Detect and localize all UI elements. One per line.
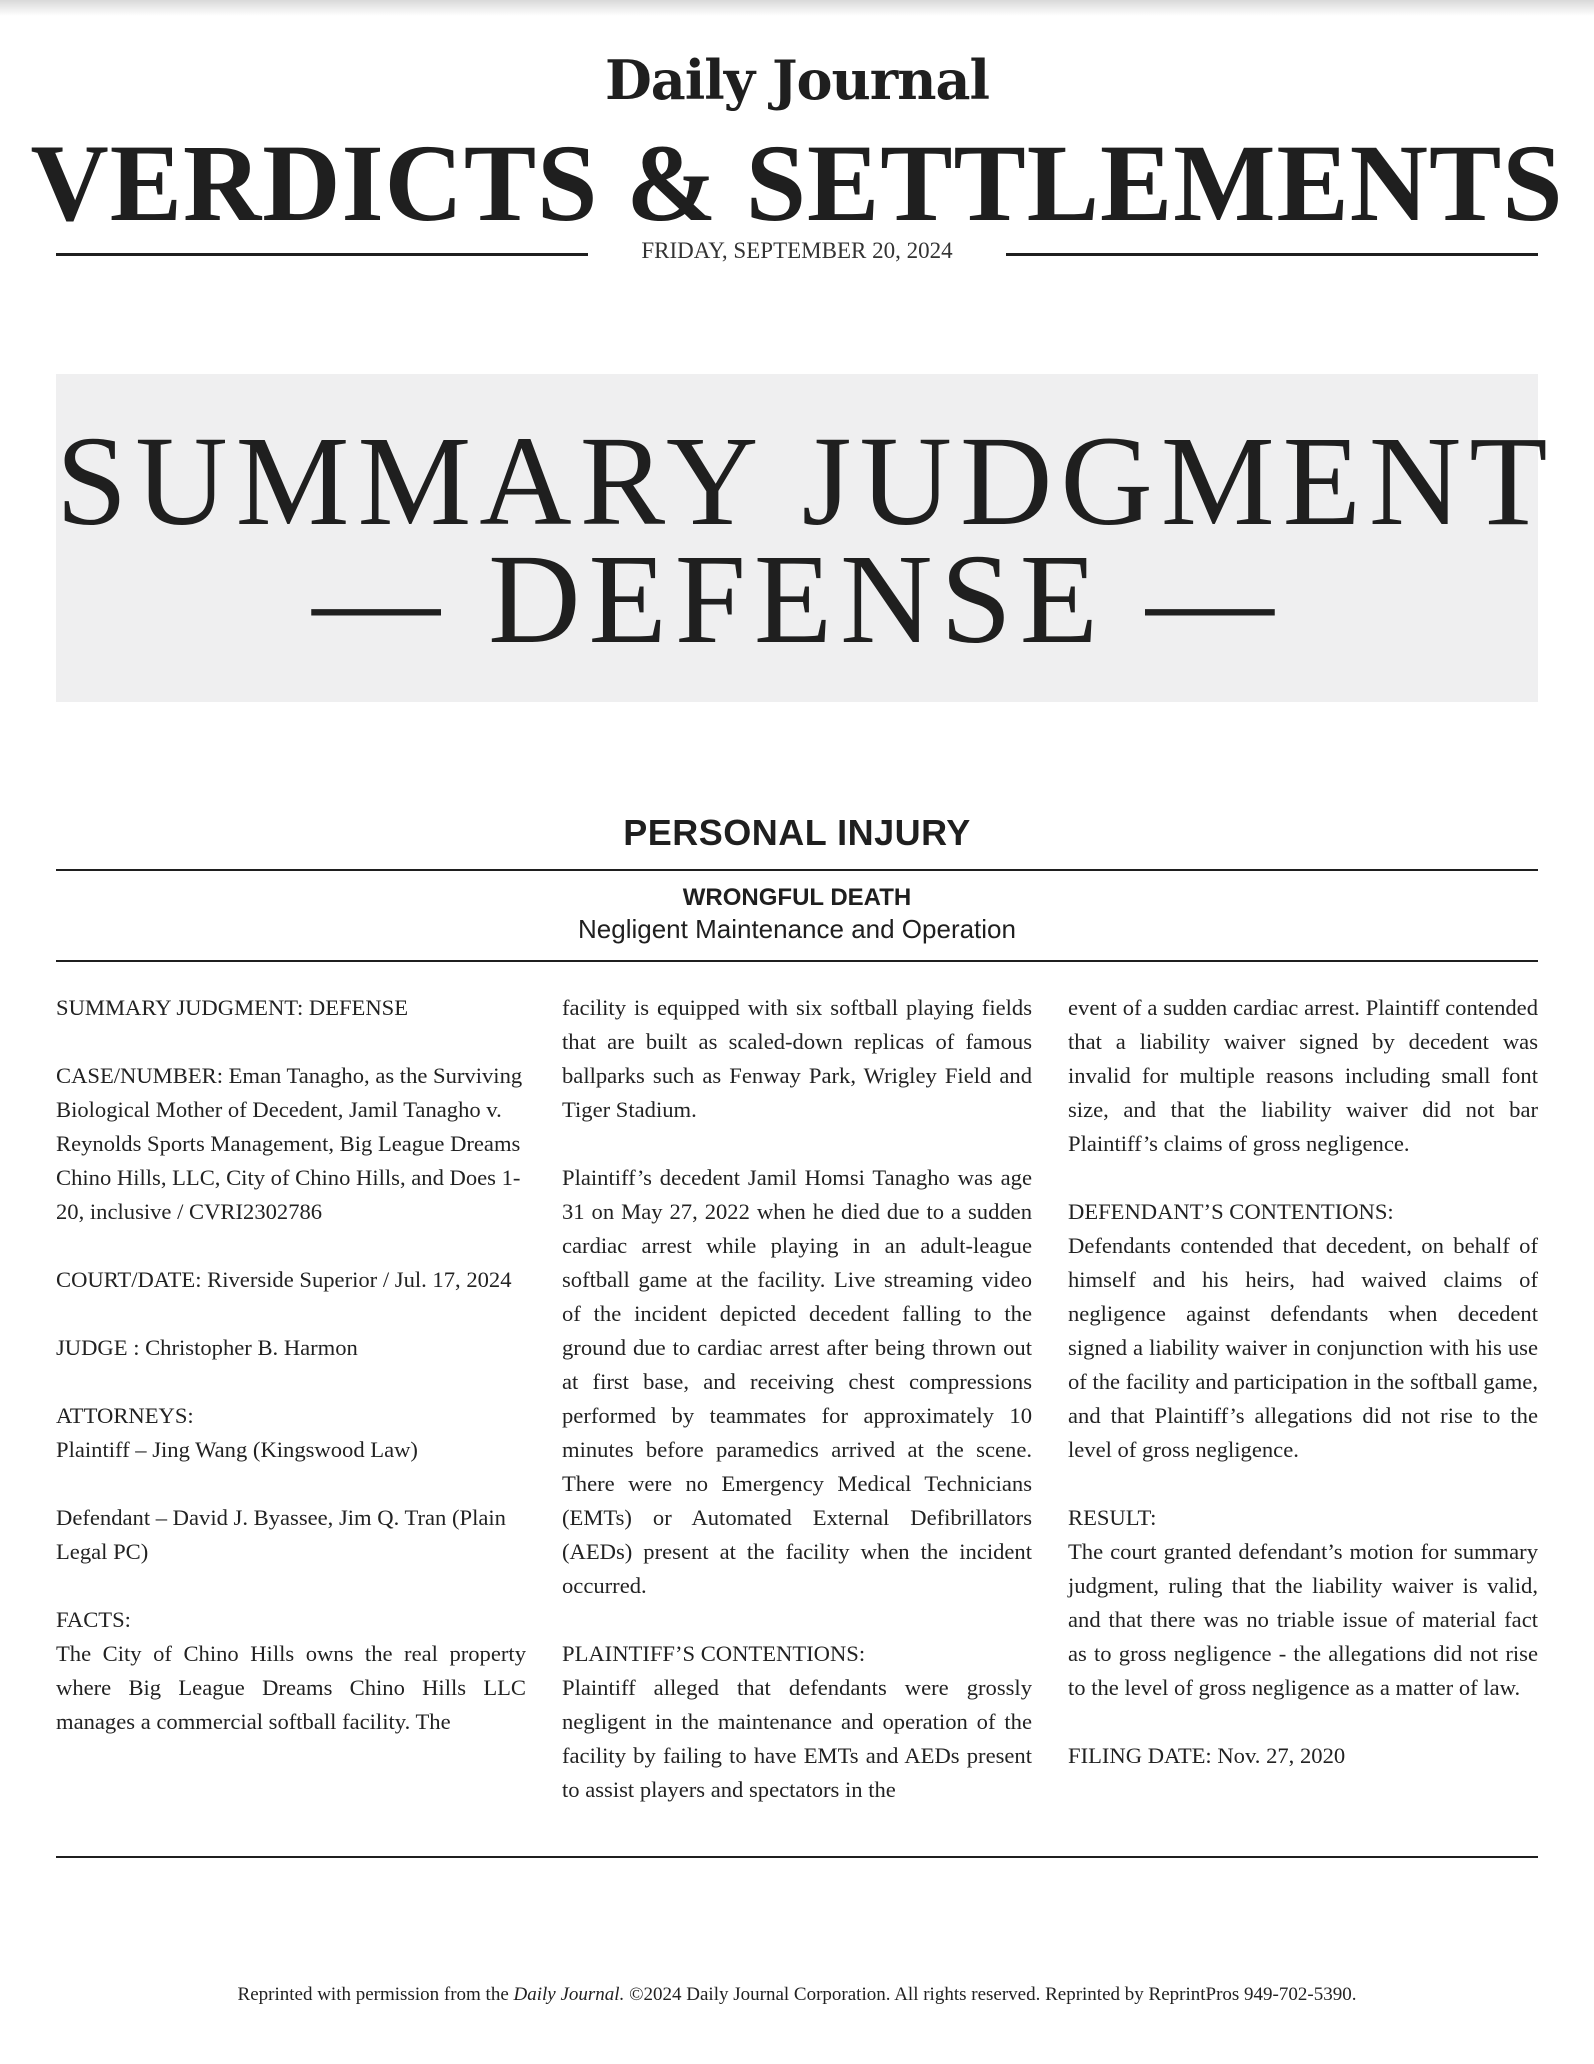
facts-block — [56, 1603, 526, 1739]
result-text: The court granted defendant’s motion for summary judgment, ruling that the liability waiver is valid, and that there was no triable issue of material fact as to gross negligence - the allegations did not rise to the level of gross negligence as a matter of law. — [1068, 1539, 1538, 1700]
reprint-suffix: ©2024 Daily Journal Corporation. All rights reserved. Reprinted by ReprintPros 949-702-5390. — [624, 1984, 1357, 2005]
case-category: WRONGFUL DEATH — [682, 884, 912, 911]
facts-label: FACTS: — [56, 1607, 131, 1632]
facts-text-continued: facility is equipped with six softball playing fields that are built as scaled-down replicas of famous ballparks such as Fenway Park, Wrigley Field and Tiger Stadium. — [562, 995, 1032, 1122]
plaintiff-contentions-text: Plaintiff alleged that defendants were grossly negligent in the maintenance and operation of the facility by failing to have EMTs and AEDs present to assist players and spectators in the — [562, 1675, 1032, 1802]
hero-banner — [56, 374, 1556, 702]
dateline-rule-left — [56, 253, 588, 256]
facts-paragraph-2: Plaintiff’s decedent Jamil Homsi Tanagho was age 31 on May 27, 2022 when he died due to a sudden cardiac arrest while playing in an adult-league softball game at the facility. Live streaming video of the incident depicted decedent falling to the ground due to cardiac arrest after being thrown out at first base, and receiving chest compressions performed by teammates for approximately 10 minutes before paramedics arrived at the scene. There were no Emergency Medical Technicians (EMTs) or Automated External Defibrillators (AEDs) present at the facility when the incident occurred. — [562, 1165, 1032, 1598]
page-top-shadow — [0, 0, 1594, 16]
daily-journal-logo: Daily Journal — [604, 48, 990, 112]
case-number: CASE/NUMBER: Eman Tanagho, as the Surviving Biological Mother of Decedent, Jamil Tanagho v. Reynolds Sports Management, Big League Dreams Chino Hills, LLC, City of Chino Hills, and Does 1-20, inclusive / CVRI2302786 — [56, 1063, 523, 1224]
section-rule-top — [56, 869, 1538, 871]
publication-date: FRIDAY, SEPTEMBER 20, 2024 — [641, 238, 953, 263]
masthead-title: VERDICTS & SETTLEMENTS — [30, 122, 1564, 244]
plaintiff-contentions-continued: event of a sudden cardiac arrest. Plaintiff contended that a liability waiver signed by decedent was invalid for multiple reasons including small font size, and that the liability waiver did not bar Plaintiff’s claims of gross negligence. — [1068, 995, 1538, 1156]
defendant-attorney: Defendant – David J. Byassee, Jim Q. Tran (Plain Legal PC) — [56, 1505, 506, 1564]
reprint-notice — [0, 1984, 1594, 2006]
section-title: PERSONAL INJURY — [623, 812, 971, 853]
result-block — [1068, 1501, 1538, 1705]
plaintiff-contentions-label: PLAINTIFF’S CONTENTIONS: — [562, 1641, 866, 1666]
article-column-3 — [1068, 991, 1538, 1773]
plaintiff-contentions-block — [562, 1637, 1032, 1807]
hero-title-line1: SUMMARY JUDGMENT — [56, 410, 1556, 552]
attorneys-block — [56, 1399, 526, 1467]
court-date: COURT/DATE: Riverside Superior / Jul. 17, 2024 — [56, 1267, 512, 1292]
article-column-1 — [56, 991, 526, 1739]
defendant-contentions-text: Defendants contended that decedent, on behalf of himself and his heirs, had waived claims of negligence against defendants when decedent signed a liability waiver in conjunction with his use of the facility and participation in the softball game, and that Plaintiff’s allegations did not rise to the level of gross negligence. — [1068, 1233, 1538, 1462]
section-rule-bottom — [56, 960, 1538, 962]
dateline — [56, 236, 1538, 270]
reprint-publication: Daily Journal. — [513, 1984, 625, 2005]
defendant-contentions-block — [1068, 1195, 1538, 1467]
reprint-prefix: Reprinted with permission from the — [237, 1984, 514, 2005]
plaintiff-attorney: Plaintiff – Jing Wang (Kingswood Law) — [56, 1437, 418, 1462]
hero-title-line2: — DEFENSE — — [312, 528, 1282, 670]
summary-line: SUMMARY JUDGMENT: DEFENSE — [56, 995, 409, 1020]
result-label: RESULT: — [1068, 1505, 1157, 1530]
filing-date: FILING DATE: Nov. 27, 2020 — [1068, 1743, 1346, 1768]
facts-text-start: The City of Chino Hills owns the real property where Big League Dreams Chino Hills LLC manages a commercial softball facility. The — [56, 1641, 526, 1734]
dateline-rule-right — [1006, 253, 1538, 256]
case-subcategory: Negligent Maintenance and Operation — [578, 914, 1016, 944]
judge: JUDGE : Christopher B. Harmon — [56, 1335, 358, 1360]
defendant-contentions-label: DEFENDANT’S CONTENTIONS: — [1068, 1199, 1394, 1224]
article-column-2 — [562, 991, 1032, 1807]
article-end-rule — [56, 1856, 1538, 1858]
attorneys-label: ATTORNEYS: — [56, 1403, 194, 1428]
